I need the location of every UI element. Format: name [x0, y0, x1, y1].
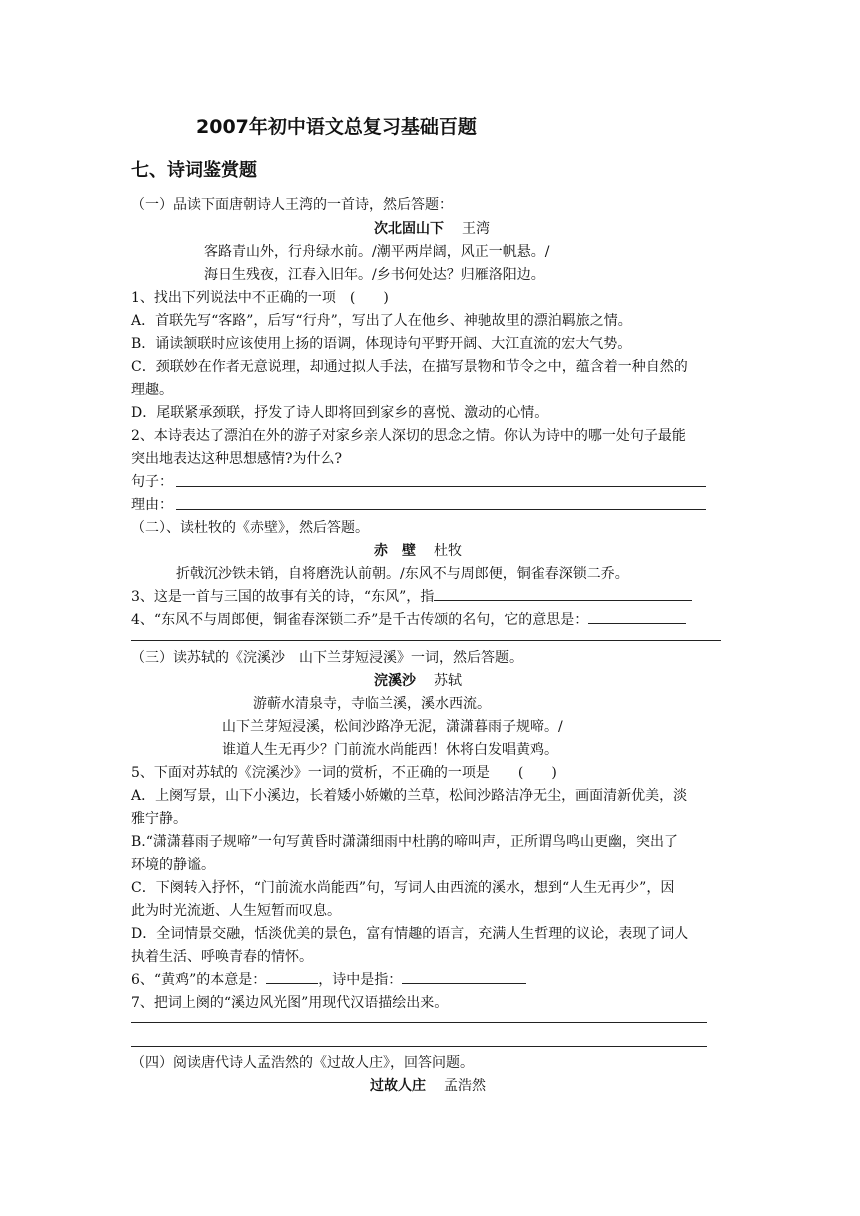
question-5: 5、下面对苏轼的《浣溪沙》一词的赏析，不正确的一项是 ( )	[131, 765, 557, 781]
part1-poem-heading	[374, 218, 490, 240]
option-d: D．全词情景交融，恬淡优美的景色，富有情趣的语言，充满人生哲理的议论，表现了词人	[131, 926, 689, 942]
question-6	[131, 969, 526, 991]
option-d-cont: 执着生活、呼唤青春的情怀。	[131, 949, 313, 965]
poem-line: 客路青山外，行舟绿水前。/潮平两岸阔，风正一帆悬。/	[204, 244, 550, 260]
poem-author: 苏轼	[434, 673, 462, 689]
part4-intro: （四）阅读唐代诗人孟浩然的《过故人庄》，回答问题。	[131, 1055, 474, 1071]
part3-intro: （三）读苏轼的《浣溪沙 山下兰芽短浸溪》一词，然后答题。	[131, 650, 523, 666]
part2-intro: （二）、读杜牧的《赤壁》，然后答题。	[131, 520, 369, 536]
page-title: 2007年初中语文总复习基础百题	[196, 116, 477, 138]
poem-line: 谁道人生无再少？门前流水尚能西！休将白发唱黄鸡。	[222, 742, 558, 758]
question-2: 2、本诗表达了漂泊在外的游子对家乡亲人深切的思念之情。你认为诗中的哪一处句子最能	[131, 428, 686, 444]
question-2-cont: 突出地表达这种思想感情?为什么?	[131, 451, 343, 467]
part1-intro: （一）品读下面唐朝诗人王湾的一首诗，然后答题：	[131, 197, 453, 213]
poem-line: 海日生残夜，江春入旧年。/乡书何处达？归雁洛阳边。	[204, 267, 545, 283]
poem-line: 山下兰芽短浸溪，松间沙路净无泥，潇潇暮雨子规啼。/	[222, 719, 563, 735]
answer-line	[434, 586, 692, 601]
poem-author: 王湾	[462, 221, 490, 237]
answer-line	[266, 969, 318, 984]
question-6-text-b: ，诗中是指：	[318, 972, 403, 988]
question-3	[131, 586, 692, 608]
answer-line	[402, 969, 526, 984]
answer-line	[176, 486, 706, 487]
option-b: B.“潇潇暮雨子规啼”一句写黄昏时潇潇细雨中杜鹃的啼叫声，正所谓鸟鸣山更幽，突出了	[131, 834, 679, 850]
part3-poem-heading	[374, 670, 462, 692]
option-d: D．尾联紧承颈联，抒发了诗人即将回到家乡的喜悦、激动的心情。	[131, 405, 549, 421]
answer-line	[131, 640, 721, 641]
option-b-cont: 环境的静谧。	[131, 857, 215, 873]
poem-preface: 游蕲水清泉寺，寺临兰溪，溪水西流。	[253, 696, 491, 712]
question-7: 7、把词上阕的“溪边风光图”用现代汉语描绘出来。	[131, 995, 449, 1011]
question-6-text-a: 6、“黄鸡”的本意是：	[131, 972, 267, 988]
poem-line: 折戟沉沙铁未销，自将磨洗认前朝。/东风不与周郎便，铜雀春深锁二乔。	[176, 566, 629, 582]
question-3-text: 3、这是一首与三国的故事有关的诗，“东风”，指	[131, 589, 435, 605]
question-4-text: 4、“东风不与周郎便，铜雀春深锁二乔”是千古传颂的名句，它的意思是：	[131, 612, 589, 628]
option-c-cont: 此为时光流逝、人生短暂而叹息。	[131, 903, 341, 919]
answer-line	[588, 609, 686, 624]
option-c-cont: 理趣。	[131, 382, 173, 398]
answer-line	[131, 1046, 707, 1047]
question-4	[131, 609, 686, 631]
part2-poem-heading	[374, 540, 462, 562]
reason-label: 理由：	[131, 497, 173, 513]
poem-author: 孟浩然	[444, 1078, 486, 1094]
part4-poem-heading	[370, 1075, 486, 1097]
option-a: A．上阕写景，山下小溪边，长着矮小娇嫩的兰草，松间沙路洁净无尘，画面清新优美，淡	[131, 788, 688, 804]
poem-title: 次北固山下	[374, 221, 444, 237]
poem-title: 浣溪沙	[374, 673, 416, 689]
option-a: A．首联先写“客路”，后写“行舟”，写出了人在他乡、神驰故里的漂泊羁旅之情。	[131, 313, 632, 329]
answer-line	[176, 509, 706, 510]
option-c: C．颈联妙在作者无意说理，却通过拟人手法，在描写景物和节令之中，蕴含着一种自然的	[131, 359, 688, 375]
answer-line	[131, 1022, 707, 1023]
option-a-cont: 雅宁静。	[131, 811, 187, 827]
poem-title: 赤 壁	[374, 543, 416, 559]
option-c: C．下阕转入抒怀，“门前流水尚能西”句，写词人由西流的溪水，想到“人生无再少”，因	[131, 880, 675, 896]
question-1: 1、找出下列说法中不正确的一项 ( )	[131, 290, 389, 306]
poem-author: 杜牧	[434, 543, 462, 559]
option-b: B．诵读颔联时应该使用上扬的语调，体现诗句平野开阔、大江直流的宏大气势。	[131, 336, 632, 352]
poem-title: 过故人庄	[370, 1078, 426, 1094]
sentence-label: 句子：	[131, 474, 173, 490]
section-heading: 七、诗词鉴赏题	[131, 160, 257, 181]
